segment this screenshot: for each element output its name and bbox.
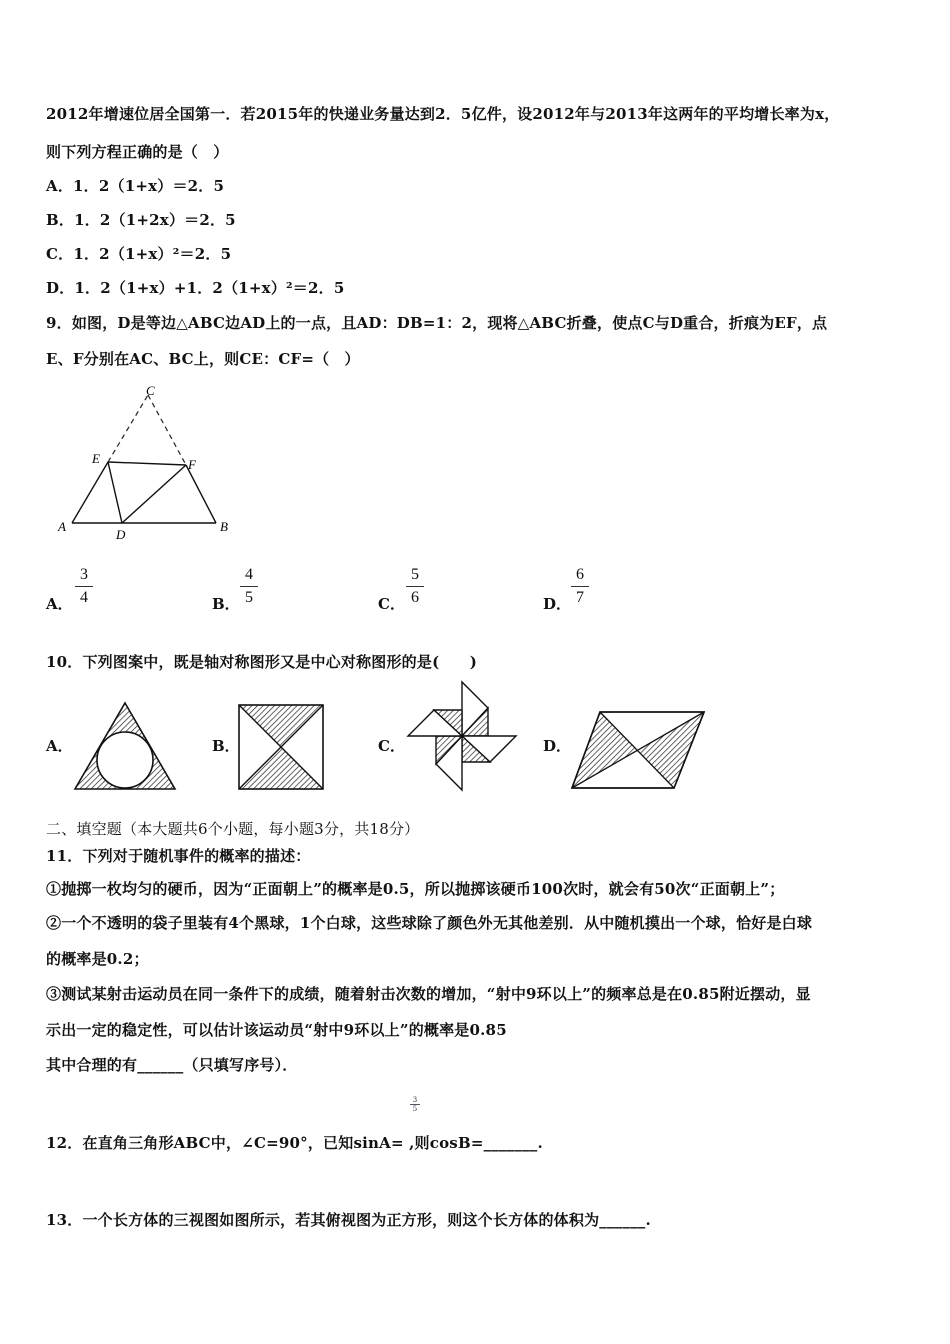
q9-option-b-fraction [240,566,258,607]
q8-option-b: B．1．2（1+2x）＝2．5 [46,211,236,229]
numerator: 6 [576,566,584,583]
q9-option-d-fraction [571,566,589,607]
q13-text: 13．一个长方体的三视图如图所示，若其俯视图为正方形，则这个长方体的体积为______. [46,1211,651,1229]
q10-option-c-figure [404,680,520,792]
q8-option-d: D．1．2（1+x）+1．2（1+x）²＝2．5 [46,279,345,297]
numerator: 5 [411,566,419,583]
numerator: 3 [80,566,88,583]
edge-ae [72,462,108,523]
triangle-fold-figure [50,385,250,545]
q11-statement1: ①抛掷一枚均匀的硬币，因为“正面朝上”的概率是0.5，所以抛掷该硬币100次时，就会有50次“正面朝上”； [46,880,785,898]
edge-fd [122,465,186,523]
denominator: 6 [411,589,419,606]
q12-text: 12．在直角三角形ABC中，∠C=90°，已知sinA= ,则cosB=_______. [46,1134,543,1152]
q10-text: 10．下列图案中，既是轴对称图形又是中心对称图形的是( ) [46,653,478,671]
dashed-edge-ec [108,395,148,462]
q9-text-line2: E、F分别在AC、BC上，则CE：CF=（ ） [46,350,360,368]
q11-statement3-line2: 示出一定的稳定性，可以估计该运动员“射中9环以上”的概率是0.85 [46,1021,507,1039]
q11-statement3-line1: ③测试某射击运动员在同一条件下的成绩，随着射击次数的增加，“射中9环以上”的频率总是在0.85附近摆动，显 [46,985,811,1003]
label-e: E [92,451,100,466]
q8-text-line2: 则下列方程正确的是（ ） [46,143,229,161]
q9-option-c-fraction [406,566,424,607]
section2-title: 二、填空题（本大题共6个小题，每小题3分，共18分） [46,820,420,838]
label-a: A [58,519,66,534]
q11-text-line1: 11．下列对于随机事件的概率的描述： [46,847,311,865]
edge-fb [186,465,216,523]
q10-option-a-label: A． [46,737,73,755]
q9-option-a-fraction [75,566,93,607]
label-b: B [220,519,228,534]
label-f: F [188,457,196,472]
numerator: 3 [412,1096,418,1104]
denominator: 7 [576,589,584,606]
q9-option-b-label: B． [212,595,240,613]
q10-option-b-label: B． [212,737,240,755]
q10-option-c-label: C． [378,737,405,755]
q8-option-a: A．1．2（1+x）＝2．5 [46,177,225,195]
q8-text-line1: 2012年增速位居全国第一．若2015年的快递业务量达到2．5亿件，设2012年与2013年这两年的平均增长率为x， [46,105,840,123]
q11-statement2-line1: ②一个不透明的袋子里装有4个黑球，1个白球，这些球除了颜色外无其他差别．从中随机摸出一个球，恰好是白球 [46,914,813,932]
fold-line-ef [108,462,186,465]
denominator: 5 [410,1104,420,1113]
q11-answer-prompt: 其中合理的有______（只填写序号）． [46,1056,298,1074]
label-d: D [116,527,126,542]
edge-ed [108,462,122,523]
denominator: 5 [245,589,253,606]
q10-option-d-figure [570,710,706,790]
q9-text-line1: 9．如图，D是等边△ABC边AD上的一点，且AD：DB=1：2，现将△ABC折叠，使点C与D重合，折痕为EF，点 [46,314,828,332]
q12-sin-fraction [410,1096,420,1113]
q9-option-d-label: D． [543,595,572,613]
q11-statement2-line2: 的概率是0.2； [46,950,149,968]
q10-option-b-figure [237,703,325,791]
label-c: C [146,385,155,398]
numerator: 4 [245,566,253,583]
q10-option-a-figure [72,700,178,792]
q10-option-d-label: D． [543,737,572,755]
dashed-edge-cf [148,395,186,465]
q9-option-c-label: C． [378,595,405,613]
q9-option-a-label: A． [46,595,73,613]
q8-option-c: C．1．2（1+x）²＝2．5 [46,245,232,263]
denominator: 4 [80,589,88,606]
